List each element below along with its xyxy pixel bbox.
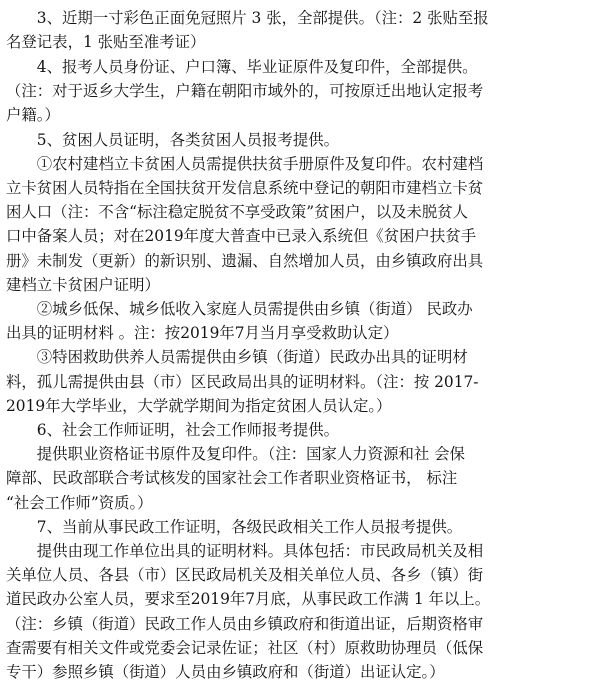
text-line: “社会工作师”资质。） <box>6 494 153 512</box>
text-line: ③特困救助供养人员需提供由乡镇（街道）民政办出具的证明材 <box>6 348 468 366</box>
text-line: 提供职业资格证书原件及复印件。（注：国家人力资源和社 会保 <box>6 445 465 463</box>
text-line: （注：对于返乡大学生，户籍在朝阳市域外的，可按原迁出地认定报考 <box>6 82 484 100</box>
text-line: 建档立卡贫困户证明） <box>6 276 160 294</box>
text-line: 7、当前从事民政工作证明，各级民政相关工作人员报考提供。 <box>6 518 463 536</box>
text-line: 6、社会工作师证明，社会工作师报考提供。 <box>6 421 339 439</box>
text-line: ①农村建档立卡贫困人员需提供扶贫手册原件及复印件。农村建档 <box>6 155 484 173</box>
text-line: 名登记表，1 张贴至准考证） <box>6 33 206 51</box>
text-line: 4、报考人员身份证、户口簿、毕业证原件及复印件，全部提供。 <box>6 58 478 76</box>
text-line: 料，孤儿需提供由县（市）区民政局出具的证明材料。（注：按 2017- <box>6 373 479 391</box>
text-line: 专干）参照乡镇（街道）人员由乡镇政府和（街道）出证认定。） <box>6 663 445 681</box>
text-line: （注：乡镇（街道）民政工作人员由乡镇政府和街道出证，后期资格审 <box>6 615 484 633</box>
text-line: 困人口（注：不含“标注稳定脱贫不享受政策”贫困户，以及未脱贫人 <box>6 203 469 221</box>
text-line: 出具的证明材料 。注：按2019年7月当月享受救助认定） <box>6 324 399 342</box>
text-line: 立卡贫困人员特指在全国扶贫开发信息系统中登记的朝阳市建档立卡贫 <box>6 179 484 197</box>
text-line: 口中备案人员；对在2019年度大普查中已录入系统但《贫困户扶贫手 <box>6 227 477 245</box>
text-line: 册》未制发（更新）的新识别、遗漏、自然增加人员，由乡镇政府出具 <box>6 252 484 270</box>
text-line: 障部、民政部联合考试核发的国家社会工作者职业资格证书， 标注 <box>6 469 458 487</box>
text-line: 道民政办公室人员，要求至2019年7月底，从事民政工作满 1 年以上。 <box>6 590 491 608</box>
text-line: 查需要有相关文件或党委会记录佐证；社区（村）原救助协理员（低保 <box>6 639 484 657</box>
text-line: 5、贫困人员证明，各类贫困人员报考提供。 <box>6 131 339 149</box>
text-line: 2019年大学毕业，大学就学期间为指定贫困人员认定。） <box>6 397 392 415</box>
text-line: 户籍。） <box>6 106 60 124</box>
text-line: ②城乡低保、城乡低收入家庭人员需提供由乡镇（街道） 民政办 <box>6 300 473 318</box>
text-line: 3、近期一寸彩色正面免冠照片 3 张，全部提供。（注：2 张贴至报 <box>6 9 489 27</box>
text-line: 关单位人员、各县（市）区民政局机关及相关单位人员、各乡（镇）街 <box>6 566 484 584</box>
text-line: 提供由现工作单位出具的证明材料。具体包括：市民政局机关及相 <box>6 542 484 560</box>
